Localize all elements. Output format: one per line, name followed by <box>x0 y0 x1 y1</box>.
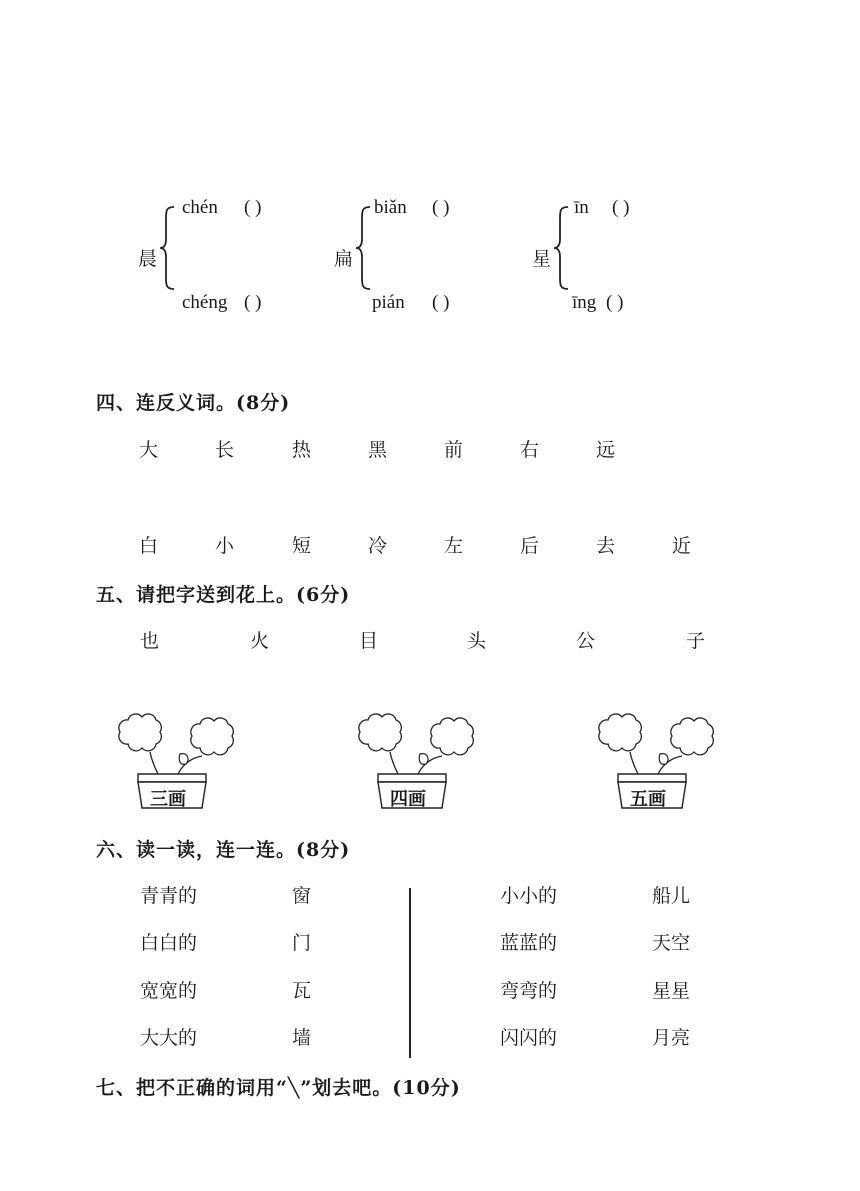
word-item[interactable]: 近 <box>672 535 692 557</box>
char-item[interactable]: 也 <box>140 630 160 652</box>
answer-blank[interactable]: ( ) <box>612 197 630 218</box>
word-item[interactable]: 小 <box>215 535 235 557</box>
word-item[interactable]: 热 <box>292 439 312 461</box>
answer-blank[interactable]: ( ) <box>244 197 262 218</box>
noun-item[interactable]: 月亮 <box>652 1027 691 1049</box>
char-item[interactable]: 火 <box>250 630 270 652</box>
pinyin-top: īn <box>574 197 589 218</box>
noun-item[interactable]: 瓦 <box>292 980 312 1002</box>
word-item[interactable]: 大 <box>139 439 159 461</box>
polyphone-char: 扁 <box>334 248 354 270</box>
word-item[interactable]: 远 <box>596 439 616 461</box>
pinyin-bottom: chéng <box>182 292 228 313</box>
answer-blank[interactable]: ( ) <box>432 197 450 218</box>
noun-item[interactable]: 天空 <box>652 932 691 954</box>
char-item[interactable]: 头 <box>467 630 487 652</box>
noun-item[interactable]: 墙 <box>292 1027 312 1049</box>
answer-blank[interactable]: ( ) <box>244 292 262 313</box>
char-item[interactable]: 子 <box>686 630 706 652</box>
brace-icon <box>552 205 572 291</box>
pinyin-bottom: īng <box>572 292 597 313</box>
noun-item[interactable]: 门 <box>292 932 312 954</box>
word-item[interactable]: 右 <box>520 439 540 461</box>
word-item[interactable]: 后 <box>520 535 540 557</box>
word-item[interactable]: 长 <box>215 439 235 461</box>
word-item[interactable]: 冷 <box>368 535 388 557</box>
adjective-item[interactable]: 白白的 <box>140 932 198 954</box>
pinyin-top: chén <box>182 197 218 218</box>
noun-item[interactable]: 星星 <box>652 980 691 1002</box>
noun-item[interactable]: 窗 <box>292 885 312 907</box>
adjective-item[interactable]: 小小的 <box>500 885 558 907</box>
question-title: 五、请把字送到花上。(6分) <box>96 584 351 606</box>
brace-icon <box>158 205 178 291</box>
char-item[interactable]: 公 <box>576 630 596 652</box>
adjective-item[interactable]: 弯弯的 <box>500 980 558 1002</box>
word-item[interactable]: 黑 <box>368 439 388 461</box>
word-item[interactable]: 白 <box>139 535 159 557</box>
pinyin-bottom: pián <box>372 292 405 313</box>
pot-label: 四画 <box>390 789 426 810</box>
pot-label: 三画 <box>150 789 186 810</box>
pot-label: 五画 <box>630 789 666 810</box>
answer-blank[interactable]: ( ) <box>606 292 624 313</box>
pinyin-top: biǎn <box>374 197 407 218</box>
question-title: 四、连反义词。(8分) <box>96 392 291 414</box>
noun-item[interactable]: 船儿 <box>652 885 691 907</box>
polyphone-char: 星 <box>532 248 552 270</box>
question-title: 六、读一读，连一连。(8分) <box>96 839 351 861</box>
adjective-item[interactable]: 青青的 <box>140 885 198 907</box>
word-item[interactable]: 左 <box>444 535 464 557</box>
column-divider <box>409 888 411 1058</box>
word-item[interactable]: 去 <box>596 535 616 557</box>
brace-icon <box>354 205 374 291</box>
question-title: 七、把不正确的词用“╲”划去吧。(10分) <box>96 1077 461 1099</box>
adjective-item[interactable]: 宽宽的 <box>140 980 198 1002</box>
adjective-item[interactable]: 闪闪的 <box>500 1027 558 1049</box>
adjective-item[interactable]: 大大的 <box>140 1027 198 1049</box>
word-item[interactable]: 前 <box>444 439 464 461</box>
adjective-item[interactable]: 蓝蓝的 <box>500 932 558 954</box>
polyphone-char: 晨 <box>138 248 158 270</box>
answer-blank[interactable]: ( ) <box>432 292 450 313</box>
char-item[interactable]: 目 <box>359 630 379 652</box>
word-item[interactable]: 短 <box>292 535 312 557</box>
